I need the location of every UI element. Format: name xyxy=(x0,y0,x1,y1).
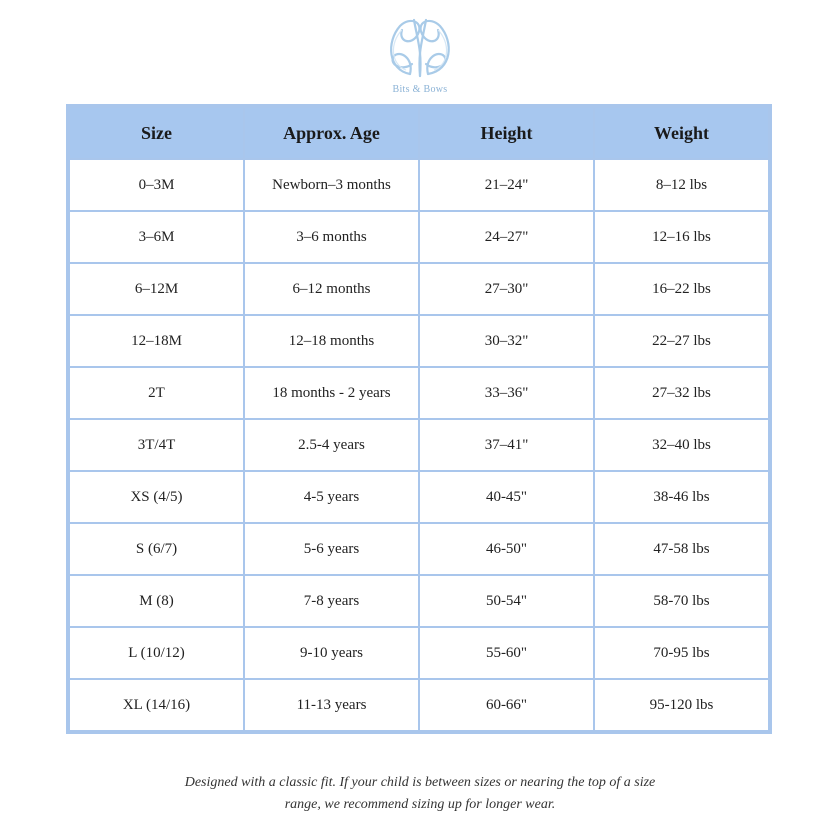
cell-weight: 58-70 lbs xyxy=(594,575,769,627)
table-row xyxy=(69,159,769,211)
header-weight: Weight xyxy=(594,107,769,159)
fit-note xyxy=(140,772,700,816)
cell-age: 11-13 years xyxy=(244,679,419,731)
header-height: Height xyxy=(419,107,594,159)
cell-age: 6–12 months xyxy=(244,263,419,315)
cell-weight: 16–22 lbs xyxy=(594,263,769,315)
brand-name: Bits & Bows xyxy=(392,84,448,95)
cell-age: 7-8 years xyxy=(244,575,419,627)
table-row xyxy=(69,523,769,575)
table-row xyxy=(69,315,769,367)
cell-height: 50-54" xyxy=(419,575,594,627)
bow-monogram-icon xyxy=(380,12,460,82)
table-header-row xyxy=(69,107,769,159)
cell-size: 12–18M xyxy=(69,315,244,367)
size-chart-table xyxy=(68,106,770,732)
cell-height: 40-45" xyxy=(419,471,594,523)
cell-weight: 27–32 lbs xyxy=(594,367,769,419)
table-row xyxy=(69,367,769,419)
table-row xyxy=(69,575,769,627)
cell-weight: 38-46 lbs xyxy=(594,471,769,523)
table-row xyxy=(69,263,769,315)
cell-size: XL (14/16) xyxy=(69,679,244,731)
cell-height: 60-66" xyxy=(419,679,594,731)
table-row xyxy=(69,679,769,731)
cell-height: 55-60" xyxy=(419,627,594,679)
brand-logo xyxy=(372,12,468,100)
fit-note-line-1: Designed with a classic fit. If your child is between sizes or nearing the top of a size xyxy=(184,775,656,790)
cell-size: 0–3M xyxy=(69,159,244,211)
cell-height: 33–36" xyxy=(419,367,594,419)
cell-weight: 12–16 lbs xyxy=(594,211,769,263)
table-row xyxy=(69,211,769,263)
cell-weight: 95-120 lbs xyxy=(594,679,769,731)
cell-height: 27–30" xyxy=(419,263,594,315)
cell-weight: 8–12 lbs xyxy=(594,159,769,211)
cell-size: 2T xyxy=(69,367,244,419)
cell-size: L (10/12) xyxy=(69,627,244,679)
cell-age: 5-6 years xyxy=(244,523,419,575)
cell-age: 4-5 years xyxy=(244,471,419,523)
cell-size: M (8) xyxy=(69,575,244,627)
cell-size: 3–6M xyxy=(69,211,244,263)
cell-height: 37–41" xyxy=(419,419,594,471)
cell-weight: 47-58 lbs xyxy=(594,523,769,575)
cell-height: 30–32" xyxy=(419,315,594,367)
cell-height: 21–24" xyxy=(419,159,594,211)
cell-age: 3–6 months xyxy=(244,211,419,263)
cell-size: 3T/4T xyxy=(69,419,244,471)
cell-age: 9-10 years xyxy=(244,627,419,679)
cell-age: 18 months - 2 years xyxy=(244,367,419,419)
table-row xyxy=(69,627,769,679)
header-size: Size xyxy=(69,107,244,159)
cell-age: Newborn–3 months xyxy=(244,159,419,211)
cell-weight: 22–27 lbs xyxy=(594,315,769,367)
cell-height: 46-50" xyxy=(419,523,594,575)
cell-size: S (6/7) xyxy=(69,523,244,575)
cell-weight: 70-95 lbs xyxy=(594,627,769,679)
cell-height: 24–27" xyxy=(419,211,594,263)
table-row xyxy=(69,471,769,523)
header-approx-age: Approx. Age xyxy=(244,107,419,159)
cell-age: 2.5-4 years xyxy=(244,419,419,471)
fit-note-line-2: range, we recommend sizing up for longer wear. xyxy=(284,797,556,812)
cell-size: XS (4/5) xyxy=(69,471,244,523)
cell-age: 12–18 months xyxy=(244,315,419,367)
table-row xyxy=(69,419,769,471)
cell-weight: 32–40 lbs xyxy=(594,419,769,471)
cell-size: 6–12M xyxy=(69,263,244,315)
